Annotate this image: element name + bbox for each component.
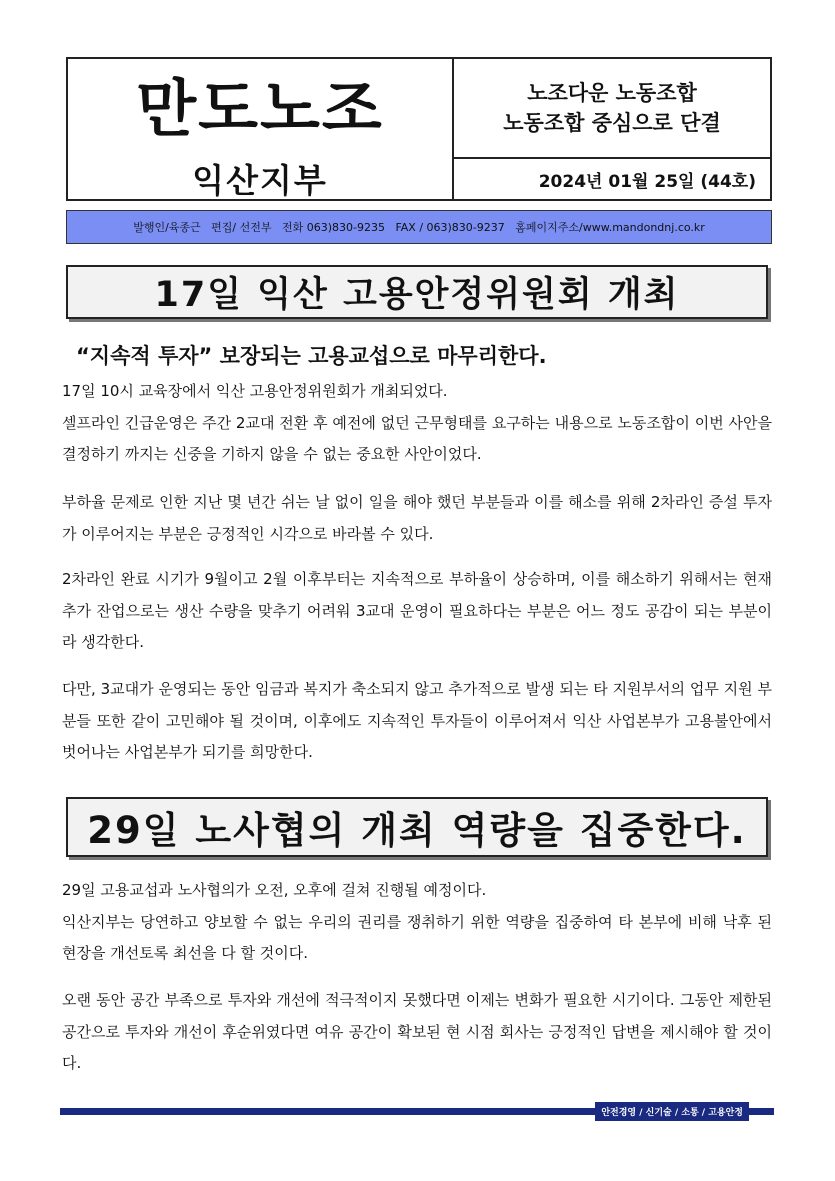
masthead bbox=[66, 57, 772, 201]
publisher-bar: 발행인/육종근 편집/ 선전부 전화 063)830-9235 FAX / 063)830-9237 홈페이지주소/www.mandondnj.co.kr bbox=[66, 210, 772, 244]
article1-paragraph-2: 부하율 문제로 인한 지난 몇 년간 쉬는 날 없이 일을 해야 했던 부분들과 이를 해소를 위해 2차라인 증설 투자가 이루어지는 부분은 긍정적인 시각으로 바라볼 수 있다. bbox=[62, 493, 772, 543]
slogan bbox=[454, 59, 770, 159]
article2-paragraph-1: 29일 고용교섭과 노사협의가 오전, 오후에 걸쳐 진행될 예정이다. 익산지부는 당연하고 양보할 수 없는 우리의 권리를 쟁취하기 위한 역량을 집중하여 타 본부에 비해 낙후 된 현장을 개선토록 최선을 다 할 것이다. bbox=[62, 881, 772, 962]
article1-headline: 17일 익산 고용안정위원회 개최 bbox=[66, 265, 768, 319]
issue-date: 2024년 01월 25일 (44호) bbox=[538, 171, 756, 192]
slogan-line-1: 노조다운 노동조합 bbox=[527, 80, 697, 105]
article1-paragraph-3: 2차라인 완료 시기가 9월이고 2월 이후부터는 지속적으로 부하율이 상승하며, 이를 해소하기 위해서는 현재 추가 잔업으로는 생산 수량을 맞추기 어려워 3교대 운영이 필요하다는 부분은 어느 정도 공감이 되는 부분이라 생각한다. bbox=[62, 570, 772, 651]
branch-name: 익산지부 bbox=[192, 161, 328, 200]
masthead-title-block bbox=[68, 59, 454, 199]
article1-paragraph-1: 17일 10시 교육장에서 익산 고용안정위원회가 개최되었다. 셀프라인 긴급운영은 주간 2교대 전환 후 예전에 없던 근무형태를 요구하는 내용으로 노동조합이 이번 사안을 결정하기 까지는 신중을 기하지 않을 수 없는 중요한 사안이었다. bbox=[62, 382, 772, 463]
footer-seal: 안전경영 / 신기술 / 소통 / 고용안정 bbox=[595, 1102, 749, 1121]
article2-headline: 29일 노사협의 개최 역량을 집중한다. bbox=[66, 797, 768, 857]
article2-paragraph-2: 오랜 동안 공간 부족으로 투자와 개선에 적극적이지 못했다면 이제는 변화가 필요한 시기이다. 그동안 제한된 공간으로 투자와 개선이 후순위였다면 여유 공간이 확보된 현 시점 회사는 긍정적인 답변을 제시해야 할 것이다. bbox=[62, 991, 772, 1072]
masthead-info-block bbox=[454, 59, 770, 199]
article1-subheadline: “지속적 투자” 보장되는 고용교섭으로 마무리한다. bbox=[76, 344, 547, 368]
newsletter-title: 만도노조 bbox=[136, 72, 384, 145]
article1-paragraph-4: 다만, 3교대가 운영되는 동안 임금과 복지가 축소되지 않고 추가적으로 발생 되는 타 지원부서의 업무 지원 부분들 또한 같이 고민해야 될 것이며, 이후에도 지속적인 투자들이 이루어져서 익산 사업본부가 고용불안에서 벗어나는 사업본부가 되기를 희망한다. bbox=[62, 680, 772, 761]
slogan-line-2: 노동조합 중심으로 단결 bbox=[503, 111, 721, 135]
